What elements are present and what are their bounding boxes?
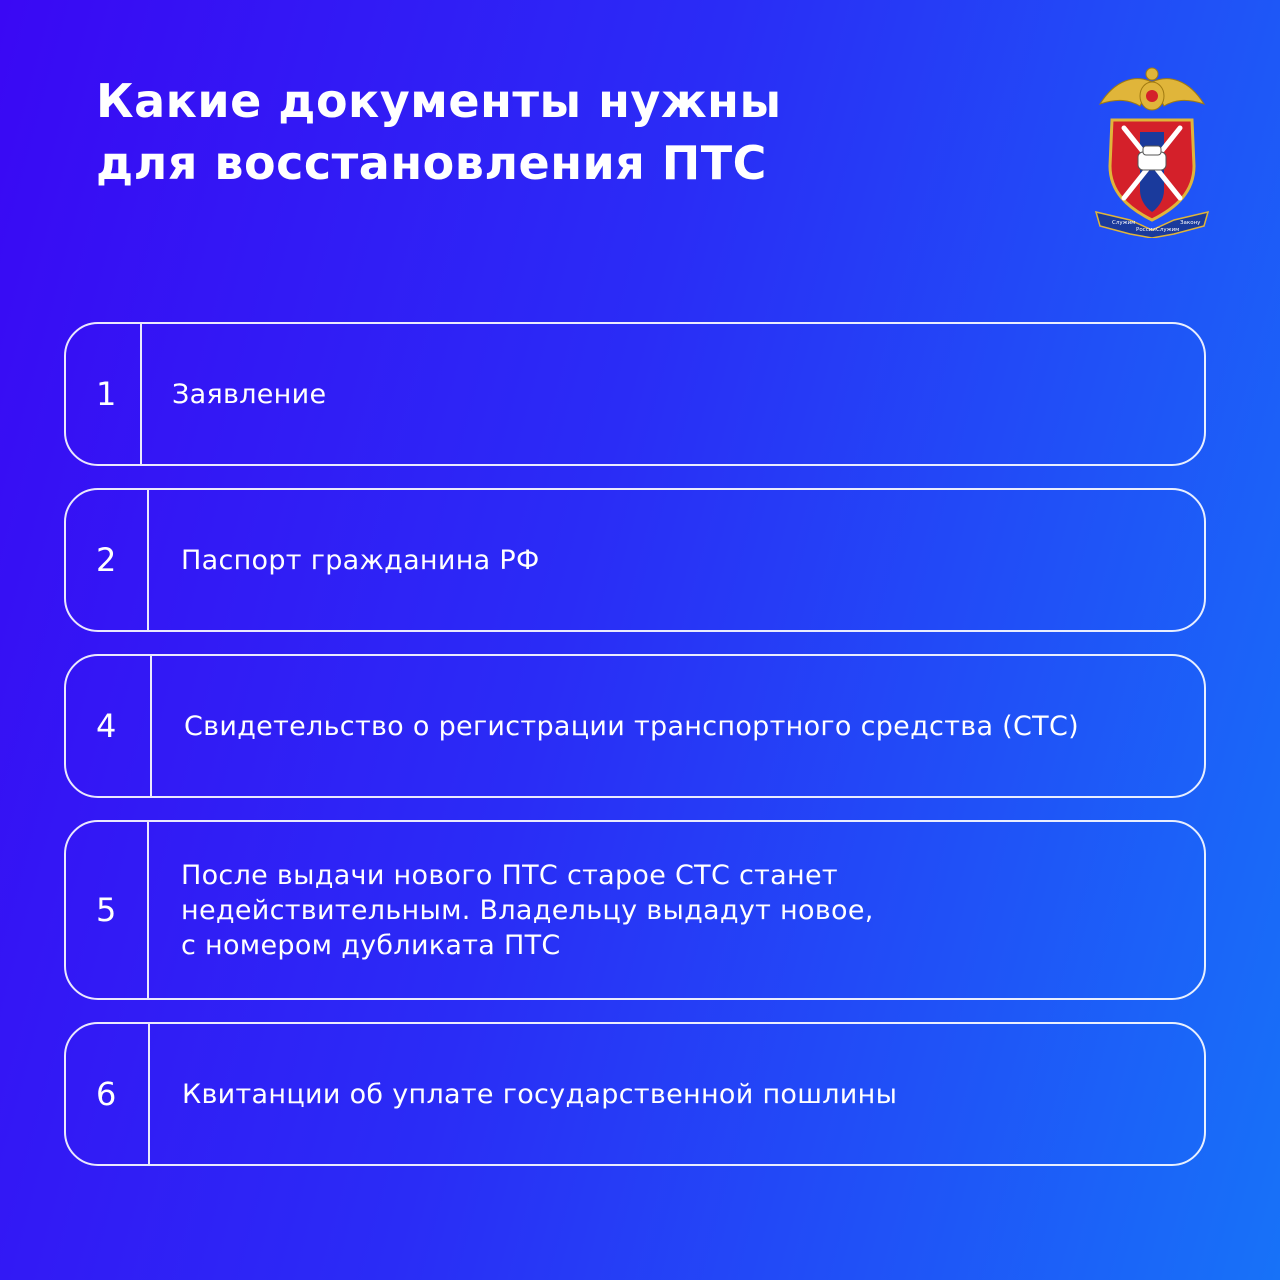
item-number: 2 [66,490,149,630]
list-item [64,1022,1206,1166]
item-text: После выдачи нового ПТС старое СТС станет недействительным. Владельцу выдадут новое, с номером дубликата ПТС [181,859,874,961]
list-item [64,654,1206,798]
item-number: 5 [66,822,149,998]
list-item [64,488,1206,632]
title-line-1: Какие документы нужны [96,74,782,128]
ribbon-word-3: Служим [1156,227,1180,233]
title-line-2: для восстановления ПТС [96,136,767,190]
item-number: 6 [66,1024,150,1164]
list-item [64,322,1206,466]
item-text: Заявление [172,378,327,410]
ribbon-word-2: России [1136,227,1156,233]
traffic-police-emblem-icon [1090,62,1214,238]
page-title [96,70,782,194]
item-text: Паспорт гражданина РФ [181,544,540,576]
ribbon-word-1: Служим [1112,220,1136,226]
ribbon-word-4: Закону [1180,220,1201,226]
item-text: Квитанции об уплате государственной пошлины [182,1078,898,1110]
item-number: 1 [66,324,142,464]
item-text: Свидетельство о регистрации транспортного средства (СТС) [184,710,1079,742]
item-number: 4 [66,656,152,796]
list-item [64,820,1206,1000]
